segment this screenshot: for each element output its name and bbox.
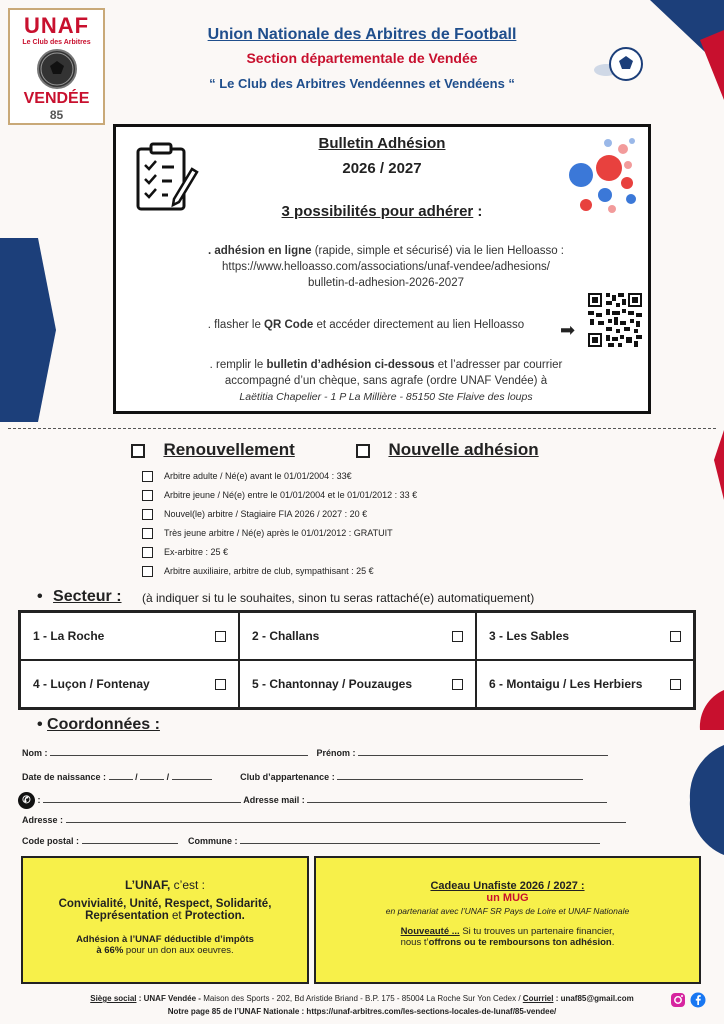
possibilities-colon: :: [473, 203, 483, 220]
footer-mail[interactable]: : unaf85@gmail.com: [553, 994, 634, 1003]
renewal-checkbox[interactable]: [131, 444, 145, 458]
option-checkbox[interactable]: [142, 566, 153, 577]
nom-field[interactable]: [50, 747, 308, 756]
tax-pct: à 66%: [96, 945, 124, 956]
gift-partner: en partenariat avec l’UNAF SR Pays de Loire et UNAF Nationale: [385, 906, 630, 916]
unaf-values-box: [21, 856, 309, 984]
new-feature-pre: nous t’: [400, 937, 429, 948]
instagram-icon[interactable]: [670, 992, 686, 1013]
option-label: Arbitre adulte / Né(e) avant le 01/01/2004 : 33€: [164, 471, 352, 481]
birth-slash: /: [166, 772, 170, 782]
new-feature-label: Nouveauté ...: [400, 926, 460, 937]
option-checkbox[interactable]: [142, 528, 153, 539]
new-feature-post: .: [611, 937, 615, 948]
helloasso-url-2[interactable]: bulletin-d-adhesion-2026-2027: [307, 277, 464, 289]
phone-icon: ✆: [18, 792, 35, 809]
sector-checkbox[interactable]: [670, 679, 681, 690]
online-text: (rapide, simple et sécurisé) via le lien Helloasso :: [311, 245, 564, 257]
logo-brand: UNAF: [23, 13, 90, 38]
values-protection: Protection.: [184, 910, 245, 922]
gift-title: Cadeau Unafiste 2026 / 2027 :: [430, 880, 585, 892]
address-label: Adresse :: [22, 815, 64, 825]
sector-cell[interactable]: [20, 612, 239, 660]
sector-cell[interactable]: [20, 660, 239, 708]
birth-day-field[interactable]: [109, 771, 133, 780]
paper-line2: accompagné d’un chèque, sans agrafe (ordre UNAF Vendée) à: [224, 375, 548, 387]
secteur-title: Secteur :: [53, 588, 122, 605]
online-option: [156, 243, 616, 291]
cut-line: [8, 428, 716, 429]
sector-label: 5 - Chantonnay / Pouzauges: [252, 677, 413, 691]
tax-rest: pour un don aux oeuvres.: [123, 945, 234, 956]
address-field[interactable]: [66, 814, 626, 823]
row-city: [22, 835, 600, 846]
sector-label: 4 - Luçon / Fontenay: [33, 677, 150, 691]
footer-page[interactable]: Notre page 85 de l’UNAF Nationale : https://unaf-arbitres.com/les-sections-locales-de-lunaf/85-vendee/: [167, 1007, 557, 1016]
possibilities-label: 3 possibilités pour adhérer: [281, 203, 474, 220]
paper-option: [156, 357, 616, 405]
org-title: Union Nationale des Arbitres de Football: [207, 26, 517, 43]
new-feature-bold: offrons ou te remboursons ton adhésion: [428, 937, 612, 948]
sector-label: 2 - Challans: [252, 629, 320, 643]
tax-line1: Adhésion à l’UNAF déductible d’impôts: [76, 934, 254, 945]
secteur-heading: • Secteur :: [37, 588, 122, 605]
option-row[interactable]: [142, 528, 393, 539]
option-checkbox[interactable]: [142, 547, 153, 558]
sector-checkbox[interactable]: [452, 679, 463, 690]
sector-checkbox[interactable]: [215, 679, 226, 690]
phone-field[interactable]: [43, 794, 241, 803]
option-row[interactable]: [142, 490, 417, 501]
paper-label: bulletin d’adhésion ci-dessous: [266, 359, 435, 371]
phone-colon: :: [37, 794, 41, 805]
renewal-choice[interactable]: [131, 440, 295, 460]
option-checkbox[interactable]: [142, 490, 153, 501]
helloasso-url-1[interactable]: https://www.helloasso.com/associations/unaf-vendee/adhesions/: [222, 261, 550, 273]
paper-address: Laëtitia Chapelier - 1 P La Millière - 85150 Ste Flaive des loups: [239, 391, 533, 403]
seat-rest: : UNAF Vendée -: [136, 994, 204, 1003]
qr-post: et accéder directement au lien Helloasso: [313, 319, 525, 331]
coords-heading: • Coordonnées :: [37, 716, 160, 733]
option-row[interactable]: [142, 547, 228, 558]
values-brand: L’UNAF,: [124, 878, 171, 892]
qr-code[interactable]: [588, 293, 642, 347]
footer-seat: [0, 994, 724, 1003]
gift-item: un MUG: [486, 892, 529, 904]
paper-pre: . remplir le: [209, 359, 267, 371]
row-birth: [22, 771, 583, 782]
club-tagline: “ Le Club des Arbitres Vendéennes et Vendéens “: [209, 76, 515, 91]
birth-year-field[interactable]: [172, 771, 212, 780]
sector-checkbox[interactable]: [452, 631, 463, 642]
option-row[interactable]: [142, 566, 374, 577]
prenom-field[interactable]: [358, 747, 608, 756]
bulletin-season: 2026 / 2027: [342, 160, 422, 177]
mail-label: Adresse mail :: [243, 794, 305, 805]
values-cest: c’est :: [170, 878, 206, 892]
club-field[interactable]: [337, 771, 583, 780]
new-choice[interactable]: [356, 440, 539, 460]
sector-cell[interactable]: [476, 612, 694, 660]
commune-label: Commune :: [188, 836, 238, 846]
mail-field[interactable]: [307, 794, 607, 803]
option-label: Nouvel(le) arbitre / Stagiaire FIA 2026 / 2027 : 20 €: [164, 509, 368, 519]
sector-label: 3 - Les Sables: [489, 629, 570, 643]
renewal-label: Renouvellement: [163, 440, 295, 459]
qr-option: [156, 317, 576, 333]
sector-label: 6 - Montaigu / Les Herbiers: [489, 677, 643, 691]
logo-region: VENDÉE: [23, 90, 90, 107]
bulletin-title: Bulletin Adhésion: [318, 135, 446, 152]
option-row[interactable]: [142, 471, 352, 482]
paper-post: et l’adresser par courrier: [434, 359, 563, 371]
option-label: Arbitre jeune / Né(e) entre le 01/01/2004 et le 01/01/2012 : 33 €: [164, 490, 418, 500]
coords-title: Coordonnées :: [47, 716, 160, 733]
section-subtitle: Section départementale de Vendée: [246, 50, 478, 66]
gift-box: [314, 856, 701, 984]
option-checkbox[interactable]: [142, 471, 153, 482]
nom-label: Nom :: [22, 748, 48, 758]
option-label: Très jeune arbitre / Né(e) après le 01/01/2012 : GRATUIT: [164, 528, 393, 538]
sector-cell[interactable]: [239, 612, 476, 660]
qr-pre: . flasher le: [207, 319, 265, 331]
bulletin-box: [113, 124, 651, 414]
seat-address: Maison des Sports - 202, Bd Aristide Briand - B.P. 175 - 85004 La Roche Sur Yon Cedex: [203, 994, 517, 1003]
values-line1: Convivialité, Unité, Respect, Solidarité,: [58, 898, 272, 910]
secteur-note: (à indiquer si tu le souhaites, sinon tu seras rattaché(e) automatiquement): [142, 591, 535, 605]
qr-label: QR Code: [264, 319, 314, 331]
footer-sep: /: [516, 994, 523, 1003]
sector-cell[interactable]: [476, 660, 694, 708]
values-representation: Représentation: [85, 910, 169, 922]
cp-field[interactable]: [82, 835, 178, 844]
option-label: Ex-arbitre : 25 €: [164, 547, 229, 557]
sector-checkbox[interactable]: [670, 631, 681, 642]
row-address: [22, 814, 626, 825]
commune-field[interactable]: [240, 835, 600, 844]
club-label: Club d’appartenance :: [240, 772, 335, 782]
secteur-grid: [18, 610, 696, 710]
logo-club: Le Club des Arbitres: [22, 39, 91, 46]
facebook-icon[interactable]: [690, 992, 706, 1013]
birth-label: Date de naissance :: [22, 772, 107, 782]
birth-month-field[interactable]: [140, 771, 164, 780]
birth-slash: /: [135, 772, 138, 782]
option-checkbox[interactable]: [142, 509, 153, 520]
row-contact: [18, 792, 607, 809]
sector-checkbox[interactable]: [215, 631, 226, 642]
possibilities-heading: [116, 203, 648, 220]
new-label: Nouvelle adhésion: [388, 440, 539, 459]
logo-number: 85: [49, 108, 64, 122]
unaf-logo: [8, 8, 105, 125]
sector-label: 1 - La Roche: [33, 629, 105, 643]
values-and: et: [168, 910, 185, 922]
new-checkbox[interactable]: [356, 444, 370, 458]
cp-label: Code postal :: [22, 836, 80, 846]
online-label: . adhésion en ligne: [208, 245, 312, 257]
new-feature-text: Si tu trouves un partenaire financier,: [459, 926, 615, 937]
seat-label: Siège social: [90, 994, 137, 1003]
football-whistle-icon: [592, 44, 644, 84]
sector-cell[interactable]: [239, 660, 476, 708]
option-row[interactable]: [142, 509, 367, 520]
prenom-label: Prénom :: [316, 748, 356, 758]
mail-label-footer: Courriel: [522, 994, 554, 1003]
row-name: [22, 747, 608, 758]
arrow-right-icon: ➡: [560, 320, 576, 340]
football-icon: [37, 49, 77, 89]
option-label: Arbitre auxiliaire, arbitre de club, sympathisant : 25 €: [164, 566, 374, 576]
